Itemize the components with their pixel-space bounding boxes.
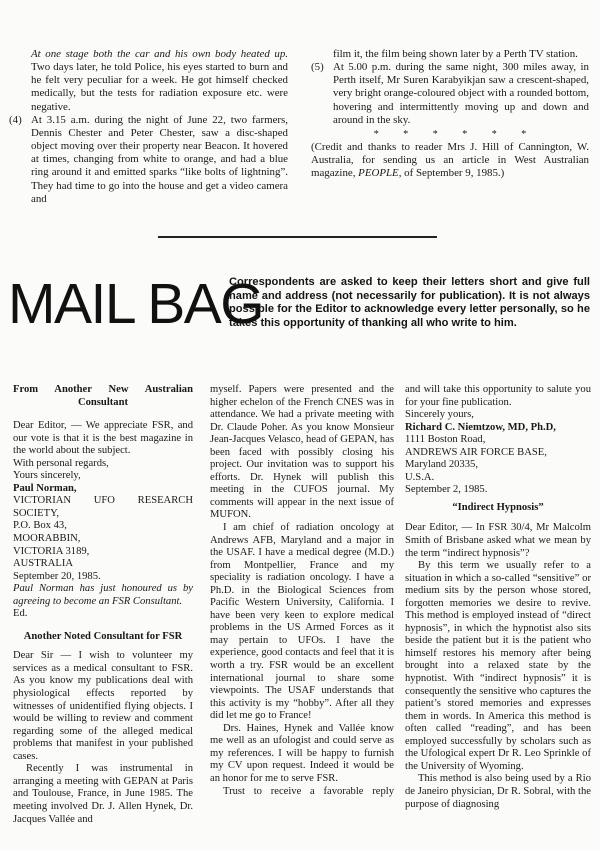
letter-2-heading: Another Noted Consultant for FSR bbox=[23, 630, 183, 642]
letter-2-signatory: Richard C. Niemtzow, MD, Ph.D, bbox=[405, 421, 556, 433]
letter-2-closing: Sincerely yours, bbox=[405, 409, 474, 421]
item-5 bbox=[311, 61, 589, 127]
letter-3-paragraph-2: By this term we usually refer to a situation in which a so-called “sensitive” or medium sits by the person whose stored, forgotten memories we desire to revive. This method is employed instead of “direct hypnosis”, in which the hypnotist also sits beside the patient but it is the patient who himself restores his memory after being brought into a relaxed state by the hypnotist. With “indirect hypnosis” it is consequently the sensitive who captures the patient’s stored memories and expresses them in words. In America this method is often called “reading”, and has been employed successfully by scholars such as the Ufological expert Dr R. Leo Sprinkle of the University of Wyoming. bbox=[405, 560, 591, 772]
continuation-text: Two days later, he told Police, his eyes started to burn and he felt very peculiar for a week. He got himself checked medically, but the tests for radiation exposure etc. were negative. bbox=[31, 61, 288, 113]
letter-1-heading-line-1: From Another New Australian bbox=[13, 384, 193, 395]
letter-2-paragraph-1: Dear Sir — I wish to volunteer my services as a medical consultant to FSR. As you know my publications deal with physiological effects reported by witnesses of unidentified flying objects. I would be willing to review and comment regarding some of the alleged medical problems that manifest in your published cases. bbox=[13, 650, 193, 762]
letter-2-address-1: 1111 Boston Road, bbox=[405, 434, 486, 446]
letters-column-3 bbox=[405, 384, 591, 811]
letter-2-paragraph-4: Drs. Haines, Hynek and Vallée know me well as an ufologist and could serve as my references. I will be happy to furnish my CV upon request. Indeed it would be an honor for me to serve FSR. bbox=[210, 722, 394, 784]
letter-2-address-4: U.S.A. bbox=[405, 471, 435, 483]
letter-2-paragraph-2: Recently I was instrumental in arranging a meeting with GEPAN at Paris and Toulouse, France, in June 1985. The meeting involved Dr. J. Allen Hynek, Dr. Jacques Vallée and bbox=[13, 763, 193, 825]
mailbag-correspondents-note: Correspondents are asked to keep their letters short and give full name and address (not necessarily for publication). It is not always possible for the Editor to acknowledge every letter personally, so he takes this opportunity of thanking all who write to him. bbox=[229, 276, 590, 329]
letters-column-2 bbox=[210, 384, 394, 798]
item-5-text: At 5.00 p.m. during the same night, 300 miles away, in Perth itself, Mr Suren Karabyikjan saw a crescent-shaped, very bright orange-coloured object with a rounded bottom, hovering and intermittently moving up and down and around in the sky. bbox=[333, 61, 589, 126]
letter-1-address-3: VICTORIA 3189, bbox=[13, 545, 90, 557]
letter-1-closing-2: Yours sincerely, bbox=[13, 470, 81, 482]
letter-2-paragraph-5: Trust to receive a favorable reply bbox=[223, 785, 394, 797]
credit-date: of September 9, 1985.) bbox=[401, 167, 505, 180]
credit-text: (Credit and thanks to reader Mrs J. Hill of Cannington, W. Australia, for sending us an article in West Australian magazine, bbox=[311, 140, 589, 180]
credit-note bbox=[311, 141, 589, 180]
letter-1-address-2: MOORABBIN, bbox=[13, 533, 81, 545]
letter-1-closing-1: With personal regards, bbox=[13, 457, 109, 469]
item-4-number: (4) bbox=[9, 113, 22, 126]
item-5-number: (5) bbox=[311, 61, 324, 74]
letter-3-paragraph-1: Dear Editor, — In FSR 30/4, Mr Malcolm Smith of Brisbane asked what we mean by the term “indirect hypnosis”? bbox=[405, 522, 591, 559]
asterisk-separator: * * * * * * bbox=[373, 128, 527, 140]
letter-2-address-2: ANDREWS AIR FORCE BASE, bbox=[405, 446, 547, 458]
letter-2-paragraph-2-start bbox=[13, 763, 193, 826]
top-article-right-column bbox=[311, 48, 589, 180]
item-3-continuation bbox=[9, 48, 288, 114]
mailbag-title: MAIL BAG bbox=[8, 272, 264, 336]
letter-3-heading: “Indirect Hypnosis” bbox=[452, 501, 544, 513]
letter-1-address-1: P.O. Box 43, bbox=[13, 520, 67, 532]
letter-1-organization: VICTORIAN UFO RESEARCH SOCIETY, bbox=[13, 495, 193, 519]
item-4-continuation: film it, the film being shown later by a Perth TV station. bbox=[333, 48, 578, 60]
italic-quote: At one stage both the car and his own body heated up. bbox=[31, 48, 288, 60]
item-4 bbox=[9, 114, 288, 206]
letter-1-heading-line-2: Consultant bbox=[77, 396, 129, 408]
letter-2-address-3: Maryland 20335, bbox=[405, 459, 478, 471]
letter-3-paragraph-3: This method is also being used by a Rio de Janeiro physician, Dr R. Sobral, with the purpose of diagnosing bbox=[405, 773, 591, 810]
letter-2-paragraph-5-continuation: and will take this opportunity to salute you for your fine publication. bbox=[405, 384, 591, 408]
letter-2-date: September 2, 1985. bbox=[405, 484, 488, 496]
section-divider-rule bbox=[158, 236, 437, 238]
letter-2-paragraph-3: I am chief of radiation oncology at Andrews AFB, Maryland and a major in the USAF. I have a medical degree (M.D.) from Montpellier, France and my speciality is radiation oncology. I have a Ph.D. in the Biological Sciences from Pacific Western University, California. I have been very keen to explore medical problems in the US Armed Forces as it may pertain to UFOs. I have the experience, good contacts and feel that it is worth a try. FSR would be an excellent international journal to share some viewpoints. The USAF understands that this activity is my “hobby”. After all they did let me go to France! bbox=[210, 522, 394, 722]
letter-1-address-4: AUSTRALIA bbox=[13, 558, 74, 570]
credit-magazine-name: PEOPLE, bbox=[358, 167, 402, 180]
letter-1-signatory: Paul Norman, bbox=[13, 482, 77, 494]
top-article-left-column bbox=[9, 48, 288, 206]
letter-1-date: September 20, 1985. bbox=[13, 570, 101, 582]
letter-1-editor-note: Paul Norman has just honoured us by agreeing to become an FSR Consultant. bbox=[13, 583, 193, 607]
letters-column-1 bbox=[13, 384, 193, 826]
letter-1-editor-signature: Ed. bbox=[13, 608, 28, 620]
letter-1-body: Dear Editor, — We appreciate FSR, and our vote is that it is the best magazine in the world about the subject. bbox=[13, 420, 193, 457]
item-4-text: At 3.15 a.m. during the night of June 22, two farmers, Dennis Chester and Peter Chester, saw a disc-shaped object moving over their property near Beacon. It hovered at times, changing from white to orange, and had a blue ring around it and emitted sparks “like bolts of lightning”. They had time to go into the house and get a video camera and bbox=[31, 113, 288, 205]
letter-2-paragraph-2-continuation: myself. Papers were presented and the higher echelon of the French CNES was in attendance. We had a private meeting with Dr. Claude Poher. As you know Monsieur Jean-Jacques Velasco, head of GEPAN, has been faced with possibly closing his project. Our invitation was to support his efforts. Dr. Hynek will publish this meeting in the CUFOS journal. My comments will appear in the next issue of MUFON. bbox=[210, 384, 394, 521]
